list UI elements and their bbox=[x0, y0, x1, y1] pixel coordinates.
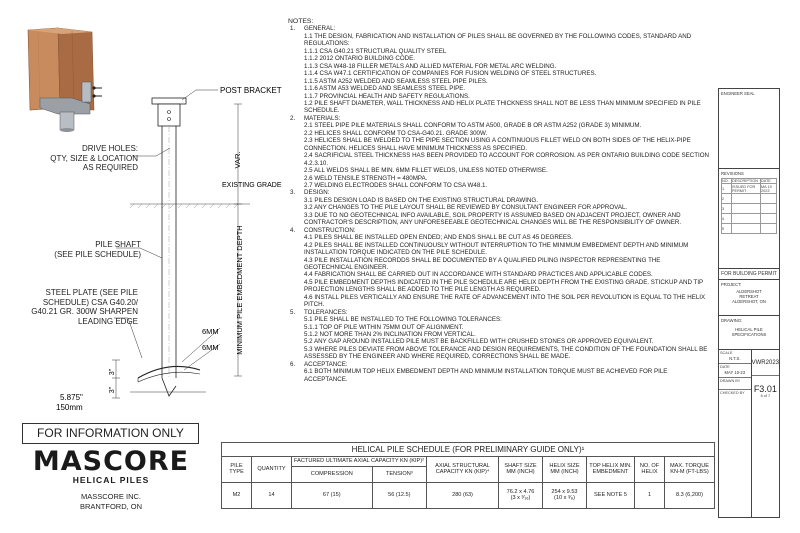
pile-shaft-label: PILE SHAFT (SEE PILE SCHEDULE) bbox=[54, 240, 141, 259]
dim-embed-label: MINIMUM PILE EMBEDMENT DEPTH bbox=[235, 225, 244, 355]
note-item: 1.1.3 CSA W48-18 FILLER METALS AND ALLIED MATERIAL FOR METAL ARC WELDING. bbox=[304, 62, 557, 70]
note-item: 1.1.2 2012 ONTARIO BUILDING CODE. bbox=[304, 55, 415, 63]
note-number: 3. bbox=[290, 189, 296, 197]
note-heading: MATERIALS: bbox=[304, 114, 341, 122]
note-item: 5.3 WHERE PILES DEVIATE FROM ABOVE TOLERANCE AND DESIGN REQUIREMENTS, THE CONDITION OF THE FOUNDATION SHALL BE ASSESSED BY THE ENGINEER AND WHERE REQUIRED, CORRECTIONS SHALL BE MADE. bbox=[304, 345, 708, 361]
th-tension: TENSION³ bbox=[372, 466, 426, 482]
revision-row: 4 bbox=[722, 214, 777, 224]
note-item: 1.1.5 ASTM A252 WELDED AND SEAMLESS STEEL PIPE PILES. bbox=[304, 77, 488, 85]
note-section bbox=[288, 361, 710, 368]
pile-detail-svg bbox=[20, 18, 285, 428]
sheet-number: F3.01 bbox=[753, 384, 777, 394]
note-item: 3.3 DUE TO NO GEOTECHNICAL INFO AVAILABLE, SOIL PROPERTY IS ASSUMED BASED ON ADJACENT PROJECT, OWNER AND CONTRACTOR'S DESCRIPTION, ANY UNFORESEEABLE GEOTECHNICAL CHANGES WILL BE THE RESPONSIBILITY OF OWNER. bbox=[304, 211, 682, 227]
note-number: 2. bbox=[290, 114, 296, 122]
note-section bbox=[288, 227, 710, 234]
detail-drawing bbox=[20, 18, 285, 428]
note-item: 1.1.1 CSA G40.21 STRUCTURAL QUALITY STEEL bbox=[304, 47, 447, 55]
note-item: 4.6 INSTALL PILES VERTICALLY AND ENSURE THE RATE OF ADVANCEMENT INTO THE SOIL PER REVOLUTION IS EQUAL TO THE HELIX PITCH. bbox=[304, 293, 706, 309]
dim-5875-label: 5.875" bbox=[60, 393, 83, 402]
mascore-logo bbox=[22, 448, 200, 485]
drive-holes-label: DRIVE HOLES: QTY, SIZE & LOCATION AS REQUIRED bbox=[50, 144, 138, 172]
note-item: 2.2 HELICES SHALL CONFORM TO CSA-G40.21. GRADE 300W. bbox=[304, 129, 488, 137]
note-section bbox=[288, 309, 710, 316]
note-section bbox=[288, 115, 710, 122]
th-quantity: QUANTITY bbox=[252, 457, 292, 483]
th-pile-type: PILE TYPE bbox=[222, 457, 252, 483]
title-block bbox=[718, 88, 780, 518]
note-item: 5.1.2 NOT MORE THAN 2% INCLINATION FROM VERTICAL. bbox=[304, 331, 476, 339]
pile-schedule bbox=[221, 442, 715, 509]
note-item: 2.1 STEEL PIPE PILE MATERIALS SHALL CONFORM TO ASTM A500, GRADE B OR ASTM A252 (GRADE 3) MINIMUM. bbox=[304, 122, 642, 130]
pile-shaft-shape bbox=[162, 126, 176, 378]
logo-wordmark: MASCORE bbox=[32, 446, 190, 477]
pile-3d-render bbox=[28, 28, 102, 132]
existing-grade-line bbox=[130, 204, 250, 208]
revisions-table: NO. DESCRIPTION DATE 1 ISSUED FOR PERMIT MA 19 2023 2 3 4 5 bbox=[721, 178, 777, 234]
note-number: 1. bbox=[290, 25, 296, 33]
post-bracket-shape bbox=[152, 98, 186, 126]
note-item: 4.2 PILES SHALL BE INSTALLED CONTINUOUSLY WITHOUT INTERRUPTION TO THE MINIMUM EMBEDMENT DEPTH AND MINIMUM INSTALLATION TORQUE INDICATED ON THE PILE SCHEDULE. bbox=[304, 241, 689, 257]
note-heading: ACCEPTANCE: bbox=[304, 360, 348, 368]
general-notes bbox=[288, 18, 710, 383]
revisions-box: REVISIONS NO. DESCRIPTION DATE 1 ISSUED FOR PERMIT MA 19 2023 2 3 4 5 bbox=[719, 169, 779, 269]
steel-plate-label: STEEL PLATE (SEE PILE SCHEDULE) CSA G40.20/ G40.21 GR. 300W SHARPEN LEADING EDGE bbox=[31, 288, 138, 326]
logo-subtitle: HELICAL PILES bbox=[72, 475, 150, 485]
note-section bbox=[288, 25, 710, 32]
schedule-title: HELICAL PILE SCHEDULE (FOR PRELIMINARY GUIDE ONLY)¹ bbox=[221, 442, 715, 456]
note-heading: GENERAL: bbox=[304, 25, 336, 33]
dim-3in-b-label: 3" bbox=[109, 386, 116, 394]
th-shaft: SHAFT SIZE MM (INCH) bbox=[499, 457, 543, 483]
note-section bbox=[288, 189, 710, 196]
note-item: 6.1 BOTH MINIMUM TOP HELIX EMBEDMENT DEPTH AND MINIMUM INSTALLATION TORQUE MUST BE ACHIEVED FOR PILE ACCEPTANCE. bbox=[304, 368, 668, 383]
note-item: 3.1 PILES DESIGN LOAD IS BASED ON THE EXISTING STRUCTURAL DRAWING. bbox=[304, 196, 538, 204]
note-item: 5.1 PILE SHALL BE INSTALLED TO THE FOLLOWING TOLERANCES: bbox=[304, 316, 502, 324]
note-heading: CONSTRUCTION: bbox=[304, 226, 356, 234]
info-grid: SCALE N.T.S. DATE MAY 10-23 DRAWN BY CHECKED BY VWR2023 F3.01 6 of 7 bbox=[719, 350, 779, 517]
project-box: PROJECT: ALDERSHOT RETREAT ALDERSHOT, ON bbox=[719, 280, 779, 316]
drawing-name-box: DRAWING: HELICAL PILE SPECIFICATIONS bbox=[719, 316, 779, 350]
dim-var-label: VAR. bbox=[233, 151, 242, 169]
revision-row: 5 bbox=[722, 224, 777, 234]
note-item: 2.7 WELDING ELECTRODES SHALL CONFORM TO CSA W48.1. bbox=[304, 181, 488, 189]
th-factored: FACTURED ULTIMATE AXIAL CAPACITY KN (KIP)² bbox=[292, 457, 427, 467]
notes-title: NOTES: bbox=[288, 18, 314, 25]
note-item: 1.1.7 PROVINCIAL HEALTH AND SAFETY REGULATIONS. bbox=[304, 92, 470, 100]
sheet-of: 6 of 7 bbox=[760, 394, 771, 398]
status-box: FOR BUILDING PERMIT bbox=[719, 269, 779, 280]
th-torque: MAX. TORQUE KN-M (FT-LBS) bbox=[665, 457, 715, 483]
note-heading: TOLERANCES: bbox=[304, 308, 348, 316]
note-item: 5.2 ANY GAP AROUND INSTALLED PILE MUST BE BACKFILLED WITH CRUSHED STONES OR APPROVED EQUIVALENT. bbox=[304, 338, 654, 346]
th-axial: AXIAL STRUCTURAL CAPACITY KN (KIP)⁴ bbox=[427, 457, 499, 483]
note-item: 1.1.4 CSA W47.1 CERTIFICATION OF COMPANIES FOR FUSION WELDING OF STEEL STRUCTURES. bbox=[304, 70, 597, 78]
note-item: 1.1.6 ASTM A53 WELDED AND SEAMLESS STEEL PIPE. bbox=[304, 85, 466, 93]
note-number: 6. bbox=[290, 360, 296, 368]
revision-row: 3 bbox=[722, 204, 777, 214]
th-top-helix: TOP HELIX MIN. EMBEDMENT bbox=[587, 457, 635, 483]
note-item: 4.3 PILE INSTALLATION RECORDDS SHALL BE DOCUMENTED BY A QUALIFIED PILING INSPECTOR REPRESENTING THE GEOTECHNICAL ENGINEER. bbox=[304, 256, 661, 271]
revision-row: 2 bbox=[722, 194, 777, 204]
dim-6mm-a-label: 6MM bbox=[202, 327, 219, 336]
dim-6mm-b-label: 6MM bbox=[202, 343, 219, 352]
revision-row: 1 ISSUED FOR PERMIT MA 19 2023 bbox=[722, 184, 777, 194]
th-compression: COMPRESSION bbox=[292, 466, 373, 482]
note-item: 2.3 HELICES SHALL BE WELDED TO THE PIPE SECTION USING A CONTINUOUS FILLET WELD ON BOTH SIDES OF THE HELIX-PIPE CONNECTION. HELICES SHALL HAVE MINIMUM THICKNESS AS SPECIFIED. bbox=[304, 137, 691, 152]
schedule-table bbox=[221, 456, 715, 509]
company-info: MASSCORE INC. BRANTFORD, ON bbox=[79, 492, 143, 511]
note-number: 4. bbox=[290, 226, 296, 234]
post-bracket-label: POST BRACKET bbox=[220, 86, 282, 95]
note-item: 2.6 WELD TENSILE STRENGTH = 480MPA. bbox=[304, 174, 428, 182]
table-row: M2 14 67 (15) 56 (12.5) 280 (63) 76.2 x 4.76 (3 x ³⁄₁₆) 254 x 9.53 (10 x ³⁄₈) SEE NOTE 5 1 8.3 (6,200) bbox=[222, 482, 715, 508]
note-item: 2.5 ALL WELDS SHALL BE MIN. 6MM FILLET WELDS, UNLESS NOTED OTHERWISE. bbox=[304, 167, 548, 175]
th-helix: HELIX SIZE MM (INCH) bbox=[543, 457, 587, 483]
dim-150mm-label: 150mm bbox=[56, 403, 83, 412]
note-item: 1.2 PILE SHAFT DIAMETER, WALL THICKNESS AND HELIX PLATE THICKNESS SHALL NOT BE LESS THAN MINIMUM SPECIFIED IN PILE SCHEDULE. bbox=[304, 99, 701, 115]
note-item: 4.4 FABRICATION SHALL BE CARRIED OUT IN ACCORDANCE WITH STANDARD PRACTICES AND APPLICABLE CODES. bbox=[304, 271, 653, 279]
note-heading: DESIGN: bbox=[304, 189, 330, 197]
dim-3in-a-label: 3" bbox=[109, 368, 116, 376]
engineer-seal-box: ENGINEER SEAL bbox=[719, 89, 779, 169]
note-item: 5.1.1 TOP OF PILE WITHIN 75MM OUT OF ALIGNMENT. bbox=[304, 323, 464, 331]
th-no-helix: NO. OF HELIX bbox=[635, 457, 665, 483]
existing-grade-label: EXISTING GRADE bbox=[222, 182, 282, 189]
note-item: 4.1 PILES SHALL BE INSTALLED OPEN ENDED; AND ENDS SHALL BE CUT AS 45 DEGREES. bbox=[304, 234, 573, 242]
note-item: 2.4 SACRIFICIAL STEEL THICKNESS HAS BEEN PROVIDED TO ACCOUNT FOR CORROSION. AS PER ONTARIO BUILDING CODE SECTION 4.2.3.10. bbox=[304, 152, 710, 167]
note-number: 5. bbox=[290, 308, 296, 316]
note-item: 1.1 THE DESIGN, FABRICATION AND INSTALLATION OF PILES SHALL BE GOVERNED BY THE FOLLOWING CODES, STANDARD AND REGULATIONS: bbox=[304, 32, 692, 48]
job-number: VWR2023 bbox=[752, 350, 779, 376]
note-item: 3.2 ANY CHANGES TO THE PILE LAYOUT SHALL BE REVIEWED BY CONSULTANT ENGINEER FOR APPROVAL. bbox=[304, 204, 628, 212]
info-only-box: FOR INFORMATION ONLY bbox=[22, 423, 199, 444]
note-item: 4.5 PILE EMBEDMENT DEPTHS INDICATED IN THE PILE SCHEDULE ARE HELIX DEPTH FROM THE EXISTING GRADE. STICKUP AND TIP PROJECTION LENGTHS SHALL BE ADDED TO THE PILE LENGTH AS REQUIRED. bbox=[304, 278, 704, 294]
